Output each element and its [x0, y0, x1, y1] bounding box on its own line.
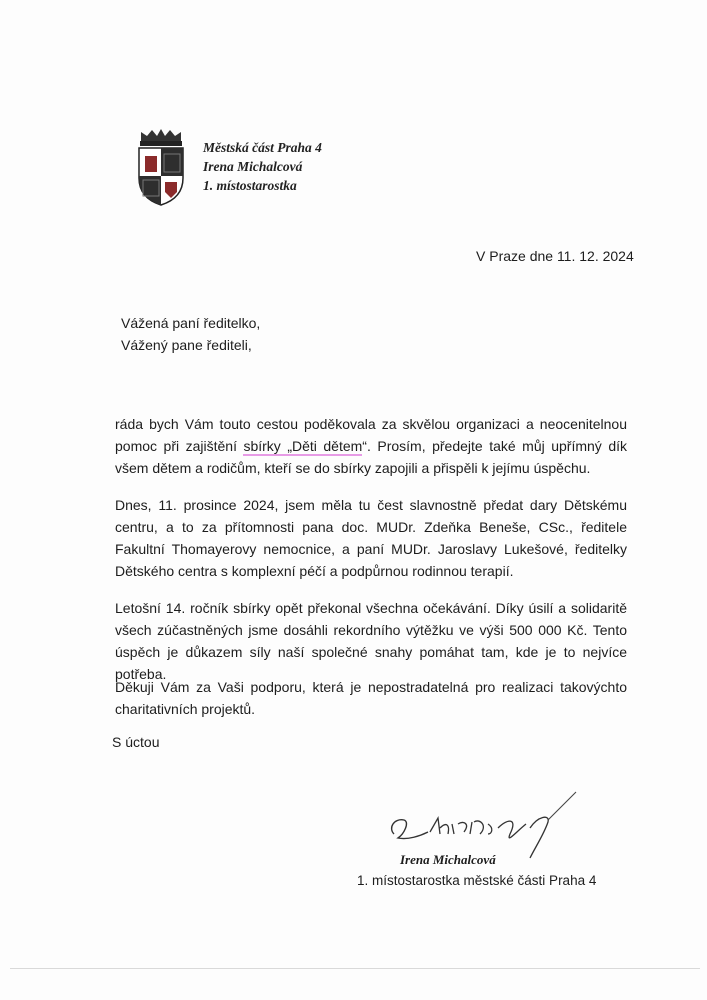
signatory-title: 1. místostarostka městské části Praha 4 — [357, 873, 597, 888]
paragraph-result: Letošní 14. ročník sbírky opět překonal všechna očekávání. Díky úsilí a solidaritě všech zúčastněných jsme dosáhli rekordního výtěžku ve výši 500 000 Kč. Tento úspěch je důkazem síly naší společné snahy pomáhat tam, kde je to nejvíce potřeba. — [115, 600, 627, 682]
salutation-line-2: Vážený pane řediteli, — [121, 337, 252, 353]
page-bottom-edge — [10, 968, 700, 969]
letterhead-name: Irena Michalcová — [203, 159, 303, 174]
salutation — [121, 312, 260, 356]
letterhead-office: Městská část Praha 4 — [203, 140, 322, 155]
paragraph-closing-thanks: Děkuji Vám za Vaši podporu, která je nepostradatelná pro realizaci takovýchto charitativních projektů. — [115, 679, 627, 717]
closing-phrase: S úctou — [112, 734, 160, 750]
letter-date: V Praze dne 11. 12. 2024 — [476, 248, 634, 264]
salutation-line-1: Vážená paní ředitelko, — [121, 315, 261, 331]
paragraph-thanks — [115, 413, 627, 479]
signatory-name: Irena Michalcová — [400, 852, 496, 867]
letterhead — [203, 138, 322, 195]
paragraph-thanks-end: “. Prosím, předejte také můj upřímný dík všem dětem a rodičům, kteří se do sbírky zapojili a přispěli k jejímu úspěchu. — [115, 438, 627, 476]
paragraph-thanks-start: ráda bych Vám touto cestou poděkovala za skvělou organizaci a neocenitelnou pomoc při zajištění — [115, 416, 627, 454]
letterhead-role: 1. místostarostka — [203, 178, 297, 193]
highlighted-collection-name: sbírky „Děti dětem — [243, 438, 363, 454]
coat-of-arms-logo — [136, 128, 186, 206]
paragraph-donation: Dnes, 11. prosince 2024, jsem měla tu čest slavnostně předat dary Dětskému centru, a to za přítomnosti pana doc. MUDr. Zdeňka Beneše, CSc., ředitele Fakultní Thomayerovy nemocnice, a paní MUDr. Jaroslavy Lukešové, ředitelky Dětského centra s komplexní péčí a podpůrnou rodinnou terapií. — [115, 497, 627, 579]
